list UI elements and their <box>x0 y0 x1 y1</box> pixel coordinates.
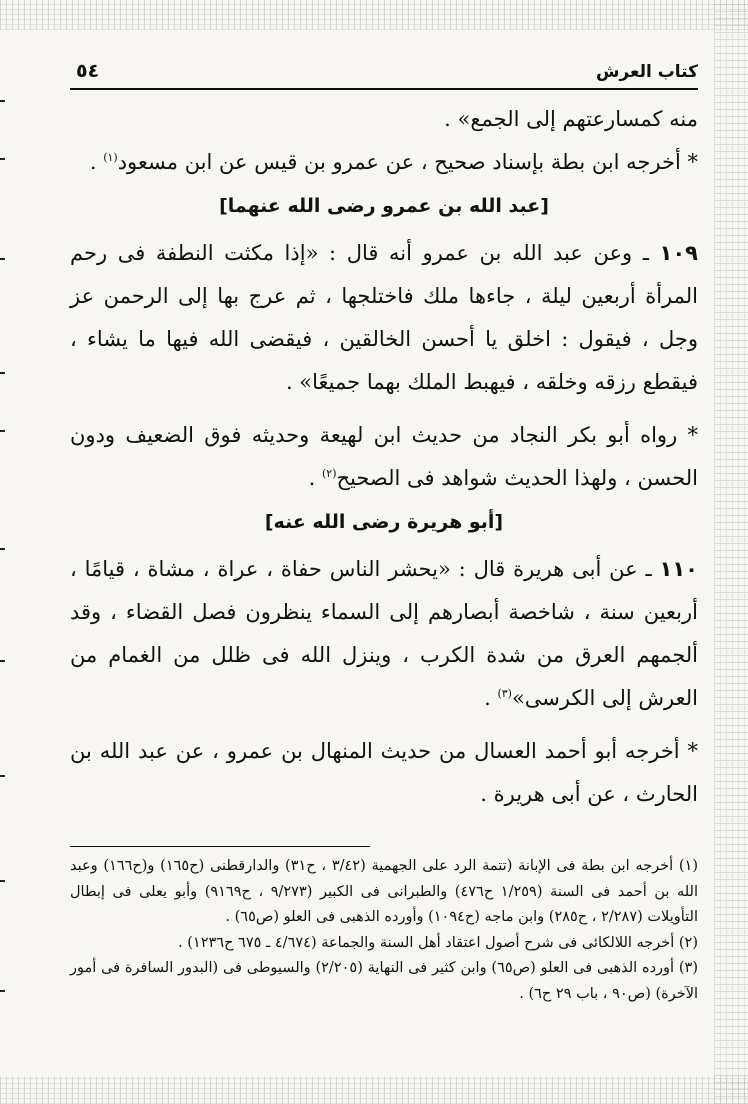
page-number: ٥٤ <box>76 60 100 82</box>
footnote-ref: (١) <box>103 151 118 164</box>
paragraph-text: ـ وعن عبد الله بن عمرو أنه قال : «إذا مكثت النطفة فى رحم المرأة أربعين ليلة ، جاءها ملك فاختلجها ، ثم عرج بها إلى الرحمن عز وجل ، فيقول : اخلق يا أحسن الخالقين ، فيقضى الله فيها ما يشاء ، فيقطع رزقه وخلقه ، فيهبط الملك بهما جميعًا» . <box>70 241 698 394</box>
hadith-paragraph <box>70 548 698 720</box>
paragraph <box>70 141 698 184</box>
paragraph-text: ـ عن أبى هريرة قال : «يحشر الناس حفاة ، عراة ، مشاة ، قيامًا ، أربعين سنة ، شاخصة أبصارهم إلى السماء ينظرون فصل القضاء ، وقد ألجمهم العرق من شدة الكرب ، وينزل الله فى ظلل من الغمام من العرش إلى الكرسى» <box>70 557 698 710</box>
footnote: (١) أخرجه ابن بطة فى الإبانة (تتمة الرد على الجهمية (٣/٤٢ ، ح٣١) والدارقطنى (ح١٦٥) و(ح١٦٦) وعبد الله بن أحمد فى السنة (١/٢٥٩ ح٤٧٦) والطبرانى فى الكبير (٩/٢٧٣ ، ح٩١٦٩) وأبو يعلى فى إبطال التأويلات (٢/٢٨٧ ، ح٢٨٥) وابن ماجه (ح١٠٩٤) وأورده الذهبى فى العلو (ص٦٥) . <box>70 858 698 925</box>
margin-tick <box>0 372 5 374</box>
footnote-ref: (٣) <box>497 687 512 700</box>
paragraph-text: * رواه أبو بكر النجاد من حديث ابن لهيعة وحديثه فوق الضعيف ودون الحسن ، ولهذا الحديث شواهد فى الصحيح <box>70 423 698 490</box>
margin-tick <box>0 990 5 992</box>
paragraph-end: . <box>308 466 322 490</box>
margin-tick <box>0 775 5 777</box>
paragraph-text: منه كمسارعتهم إلى الجمع» . <box>444 107 698 131</box>
margin-tick <box>0 660 5 662</box>
book-page <box>70 58 698 1068</box>
paragraph <box>70 98 698 141</box>
margin-tick <box>0 548 5 550</box>
hadith-paragraph <box>70 232 698 404</box>
margin-tick <box>0 100 5 102</box>
top-ornament-border <box>0 0 748 30</box>
margin-tick <box>0 158 5 160</box>
paragraph <box>70 730 698 816</box>
footnote: (٢) أخرجه اللالكائى فى شرح أصول اعتقاد أهل السنة والجماعة (٤/٦٧٤ ـ ٦٧٥ ح١٢٣٦) . <box>178 934 698 951</box>
footnote-separator <box>70 846 370 847</box>
footnote-ref: (٢) <box>321 467 337 480</box>
bottom-ornament-border <box>0 1076 748 1104</box>
hadith-number: ١١٠ <box>659 557 698 581</box>
margin-tick <box>0 430 5 432</box>
footnotes <box>70 854 698 1007</box>
main-text <box>70 98 698 816</box>
right-ornament-border <box>714 0 748 1104</box>
section-heading: [أبو هريرة رضى الله عنه] <box>264 511 504 533</box>
book-title: كتاب العرش <box>595 62 698 82</box>
paragraph-end: . <box>89 150 104 174</box>
paragraph-text: * أخرجه ابن بطة بإسناد صحيح ، عن عمرو بن قيس عن ابن مسعود <box>117 150 698 174</box>
margin-tick <box>0 880 5 882</box>
paragraph <box>70 414 698 500</box>
footnote: (٣) أورده الذهبى فى العلو (ص٦٥) وابن كثير فى النهاية (٢/٢٠٥) والسيوطى فى (البدور السافرة فى أمور الآخرة) (ص٩٠ ، باب ٢٩ ح٦) . <box>70 960 698 1002</box>
margin-tick <box>0 258 5 260</box>
running-header <box>70 58 698 90</box>
section-heading: [عبد الله بن عمرو رضى الله عنهما] <box>219 195 549 217</box>
paragraph-text: * أخرجه أبو أحمد العسال من حديث المنهال بن عمرو ، عن عبد الله بن الحارث ، عن أبى هريرة . <box>70 739 698 806</box>
hadith-number: ١٠٩ <box>659 241 698 265</box>
paragraph-end: . <box>484 686 498 710</box>
